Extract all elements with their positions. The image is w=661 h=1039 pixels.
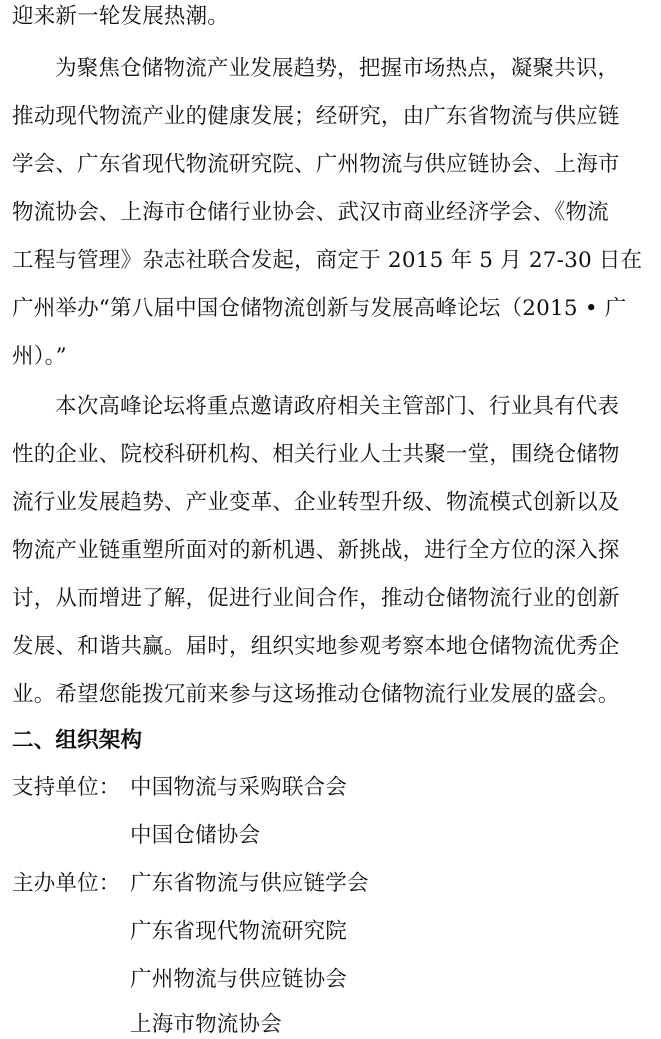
support-label: 支持单位： bbox=[12, 775, 121, 800]
forum-paragraph-line-3: 流行业发展趋势、产业变革、企业转型升级、物流模式创新以及 bbox=[12, 490, 620, 515]
intro-paragraph-line-3: 学会、广东省现代物流研究院、广州物流与供应链协会、上海市 bbox=[12, 152, 620, 177]
forum-paragraph-line-5: 讨，从而增进了解，促进行业间合作，推动仓储物流行业的创新 bbox=[12, 586, 620, 611]
host-label: 主办单位： bbox=[12, 871, 121, 896]
forum-paragraph-line-6: 发展、和谐共赢。届时，组织实地参观考察本地仓储物流优秀企 bbox=[12, 634, 620, 659]
host-row bbox=[12, 870, 369, 898]
forum-paragraph-line-2: 性的企业、院校科研机构、相关行业人士共聚一堂，围绕仓储物 bbox=[12, 442, 620, 467]
intro-paragraph-line-1: 为聚焦仓储物流产业发展趋势，把握市场热点，凝聚共识， bbox=[55, 56, 620, 81]
intro-paragraph-line-6: 广州举办“第八届中国仓储物流创新与发展高峰论坛（2015 • 广 bbox=[12, 296, 627, 321]
host-unit: 上海市物流协会 bbox=[130, 1012, 282, 1037]
intro-paragraph-line-4: 物流协会、上海市仓储行业协会、武汉市商业经济学会、《物流 bbox=[12, 200, 609, 225]
section-heading: 二、组织架构 bbox=[12, 728, 143, 753]
continued-paragraph-line: 迎来新一轮发展热潮。 bbox=[12, 4, 230, 29]
forum-paragraph-line-1: 本次高峰论坛将重点邀请政府相关主管部门、行业具有代表 bbox=[55, 394, 620, 419]
forum-paragraph-line-4: 物流产业链重塑所面对的新机遇、新挑战，进行全方位的深入探 bbox=[12, 538, 620, 563]
support-unit: 中国仓储协会 bbox=[130, 823, 261, 848]
host-unit: 广东省现代物流研究院 bbox=[130, 919, 348, 944]
intro-paragraph-line-5: 工程与管理》杂志社联合发起，商定于 2015 年 5 月 27-30 日在 bbox=[12, 248, 643, 273]
forum-paragraph-line-7: 业。希望您能拨冗前来参与这场推动仓储物流行业发展的盛会。 bbox=[12, 682, 620, 707]
support-row bbox=[12, 774, 347, 802]
host-unit: 广东省物流与供应链学会 bbox=[130, 871, 369, 896]
host-unit: 广州物流与供应链协会 bbox=[130, 967, 348, 992]
intro-paragraph-line-7: 州）。” bbox=[12, 344, 67, 369]
intro-paragraph-line-2: 推动现代物流产业的健康发展；经研究，由广东省物流与供应链 bbox=[12, 104, 620, 129]
support-unit: 中国物流与采购联合会 bbox=[130, 775, 348, 800]
